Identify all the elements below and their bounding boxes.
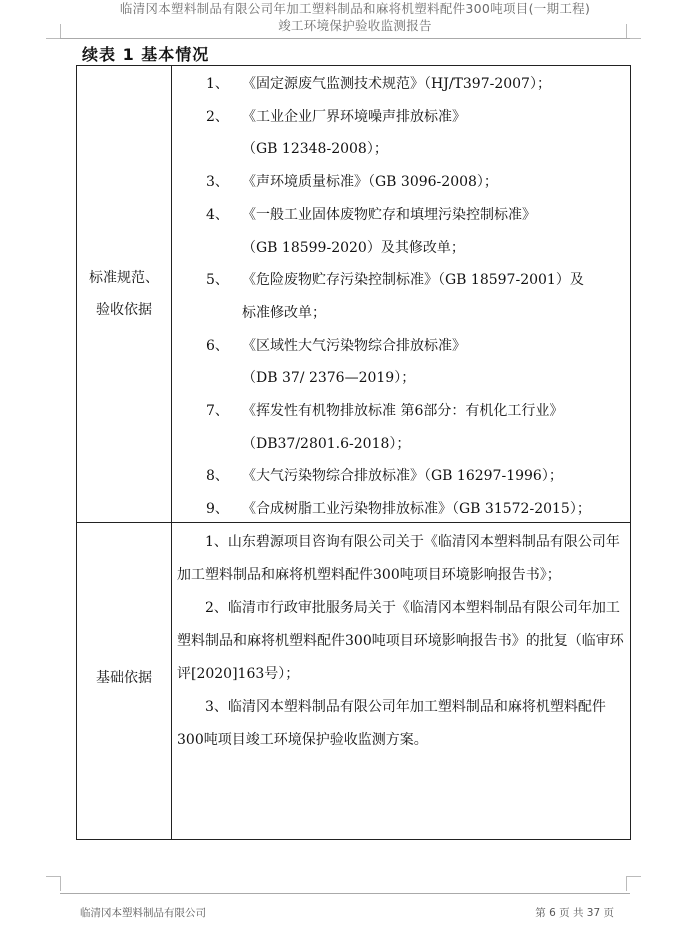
basis-row-label: 基础依据 <box>96 670 152 686</box>
standards-label-line-1: 标准规范、 <box>89 270 159 286</box>
item-text-continued: （GB 12348-2008）； <box>242 141 388 158</box>
standards-label-line-2: 验收依据 <box>96 302 152 318</box>
item-text-continued: 标准修改单； <box>242 304 326 321</box>
item-text: 《合成树脂工业污染物排放标准》（GB 31572-2015）； <box>242 501 591 518</box>
item-number: 9、 <box>206 501 229 518</box>
basis-paragraph: 1、山东碧源项目咨询有限公司关于《临清冈本塑料制品有限公司年加工塑料制品和麻将机塑料配件300吨项目环境影响报告书》； <box>177 534 620 583</box>
item-text-continued: （DB37/2801.6-2018）； <box>242 435 411 452</box>
item-text: 《挥发性有机物排放标准 第6部分：有机化工行业》 <box>242 403 564 420</box>
basic-info-table <box>76 65 631 840</box>
list-item <box>172 460 632 493</box>
item-text: 《工业企业厂界环境噪声排放标准》 <box>242 108 466 125</box>
crop-mark-bottom-right <box>626 876 641 891</box>
header-line-1: 临清冈本塑料制品有限公司年加工塑料制品和麻将机塑料配件300吨项目(一期工程) <box>119 1 591 16</box>
basis-paragraph: 3、临清冈本塑料制品有限公司年加工塑料制品和麻将机塑料配件300吨项目竣工环境保护验收监测方案。 <box>177 699 606 748</box>
footer-page-number: 第 6 页 共 37 页 <box>535 907 614 919</box>
header-line-2: 竣工环境保护验收监测报告 <box>278 18 432 33</box>
item-text: 《一般工业固体废物贮存和填埋污染控制标准》 <box>242 206 536 223</box>
item-text: 《区域性大气污染物综合排放标准》 <box>242 337 466 354</box>
basis-paragraphs <box>177 526 627 757</box>
item-number: 6、 <box>206 337 229 354</box>
item-text-continued: （GB 18599-2020）及其修改单； <box>242 239 465 256</box>
list-item <box>172 395 632 460</box>
item-number: 1、 <box>206 76 229 92</box>
list-item <box>172 330 632 395</box>
item-text-continued: （DB 37/ 2376—2019）； <box>242 370 416 387</box>
section-title: 续表 1 基本情况 <box>82 45 210 64</box>
item-number: 5、 <box>206 272 229 289</box>
standards-row-label <box>77 262 171 326</box>
footer-rule <box>60 893 630 894</box>
standards-list <box>172 68 632 526</box>
list-item <box>172 166 632 199</box>
list-item <box>172 199 632 264</box>
crop-mark-bottom-left <box>46 876 61 891</box>
crop-mark-top-left <box>46 24 61 39</box>
list-item <box>172 264 632 329</box>
page-header <box>60 0 650 34</box>
item-text: 《大气污染物综合排放标准》（GB 16297-1996）； <box>242 468 563 485</box>
item-number: 4、 <box>206 206 229 223</box>
footer-company: 临清冈本塑料制品有限公司 <box>80 907 206 919</box>
list-item <box>172 493 632 526</box>
item-number: 3、 <box>206 174 229 191</box>
item-number: 7、 <box>206 403 229 420</box>
list-item <box>172 101 632 166</box>
item-text: 《危险废物贮存污染控制标准》（GB 18597-2001）及 <box>242 272 584 289</box>
item-number: 2、 <box>206 108 229 125</box>
basis-paragraph: 2、临清市行政审批服务局关于《临清冈本塑料制品有限公司年加工塑料制品和麻将机塑料配件300吨项目环境影响报告书》的批复（临审环评[2020]163号）； <box>177 600 624 682</box>
header-rule <box>60 38 630 39</box>
item-text: 《声环境质量标准》（GB 3096-2008）； <box>242 174 498 191</box>
list-item <box>172 68 632 101</box>
item-text: 《固定源废气监测技术规范》（HJ/T397-2007）； <box>242 76 551 92</box>
item-number: 8、 <box>206 468 229 485</box>
